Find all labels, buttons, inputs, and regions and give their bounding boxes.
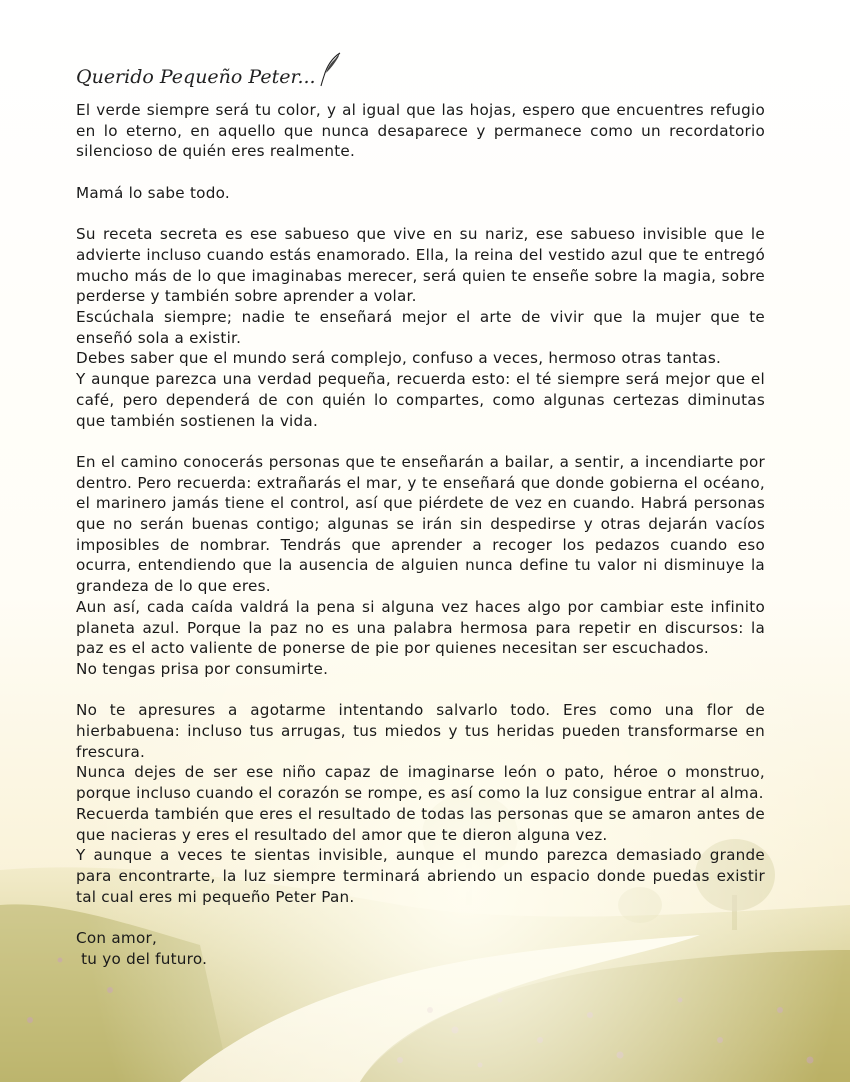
paragraph-secret-recipe: Su receta secreta es ese sabueso que vive en su nariz, ese sabueso invisible que le advierte incluso cuando estás enamorado. Ella, la reina del vestido azul que te entregó mucho más de lo que imaginabas merecer, será quien te enseñe sobre la magia, sobre perderse y también sobre aprender a volar. <box>76 225 765 306</box>
paragraph-mom-knows: Mamá lo sabe todo. <box>76 183 230 202</box>
paragraph-result-of-love: Recuerda también que eres el resultado de todas las personas que se amaron antes de que nacieras y eres el resultado del amor que te dieron alguna vez. <box>76 804 765 844</box>
closing-line: Con amor, <box>76 929 158 948</box>
paragraph-on-the-road: En el camino conocerás personas que te enseñarán a bailar, a sentir, a incendiarte por dentro. Pero recuerda: extrañarás el mar, y te enseñará que donde gobierna el océano, el marinero jamás tiene el control, así que piérdete de vez en cuando. Habrá personas que no serán buenas contigo; algunas se irán sin despedirse y otras dejarán vacíos imposibles de nombrar. Tendrás que aprender a recoger los pedazos cuando eso ocurra, entendiendo que la ausencia de alguien nunca define tu valor ni disminuye la grandeza de lo que eres. <box>76 452 765 596</box>
paragraph-green-color: El verde siempre será tu color, y al igual que las hojas, espero que encuentres refugio en lo eterno, en aquello que nunca desaparece y permanece como un recordatorio silencioso de quién eres realmente. <box>76 101 765 161</box>
paragraph-complex-world: Debes saber que el mundo será complejo, confuso a veces, hermoso otras tantas. <box>76 349 722 368</box>
paragraph-lion-or-duck: Nunca dejes de ser ese niño capaz de imaginarse león o pato, héroe o monstruo, porque incluso cuando el corazón se rompe, es así como la luz consigue entrar al alma. <box>76 763 765 803</box>
quill-pen-icon <box>318 52 342 88</box>
paragraph-listen-always: Escúchala siempre; nadie te enseñará mejor el arte de vivir que la mujer que te enseñó sola a existir. <box>76 308 765 347</box>
salutation-heading <box>76 52 765 88</box>
signature-line: tu yo del futuro. <box>76 949 208 968</box>
salutation-text: Querido Pequeño Peter... <box>76 66 316 88</box>
letter-body <box>76 52 765 969</box>
paragraph-mint-flower: No te apresures a agotarme intentando salvarlo todo. Eres como una flor de hierbabuena: incluso tus arrugas, tus miedos y tus heridas pueden transformarse en frescura. <box>76 701 765 761</box>
paragraph-tea-coffee: Y aunque parezca una verdad pequeña, recuerda esto: el té siempre será mejor que el café, pero dependerá de con quién lo compartes, como algunas certezas diminutas que también sostienen la vida. <box>76 370 765 430</box>
paragraph-no-rush: No tengas prisa por consumirte. <box>76 659 329 678</box>
paragraph-invisible: Y aunque a veces te sientas invisible, aunque el mundo parezca demasiado grande para encontrarte, la luz siempre terminará abriendo un espacio donde puedas existir tal cual eres mi pequeño Peter Pan. <box>76 846 765 906</box>
paragraph-blue-planet: Aun así, cada caída valdrá la pena si alguna vez haces algo por cambiar este infinito planeta azul. Porque la paz no es una palabra hermosa para repetir en discursos: la paz es el acto valiente de ponerse de pie por quienes necesitan ser escuchados. <box>76 597 765 658</box>
